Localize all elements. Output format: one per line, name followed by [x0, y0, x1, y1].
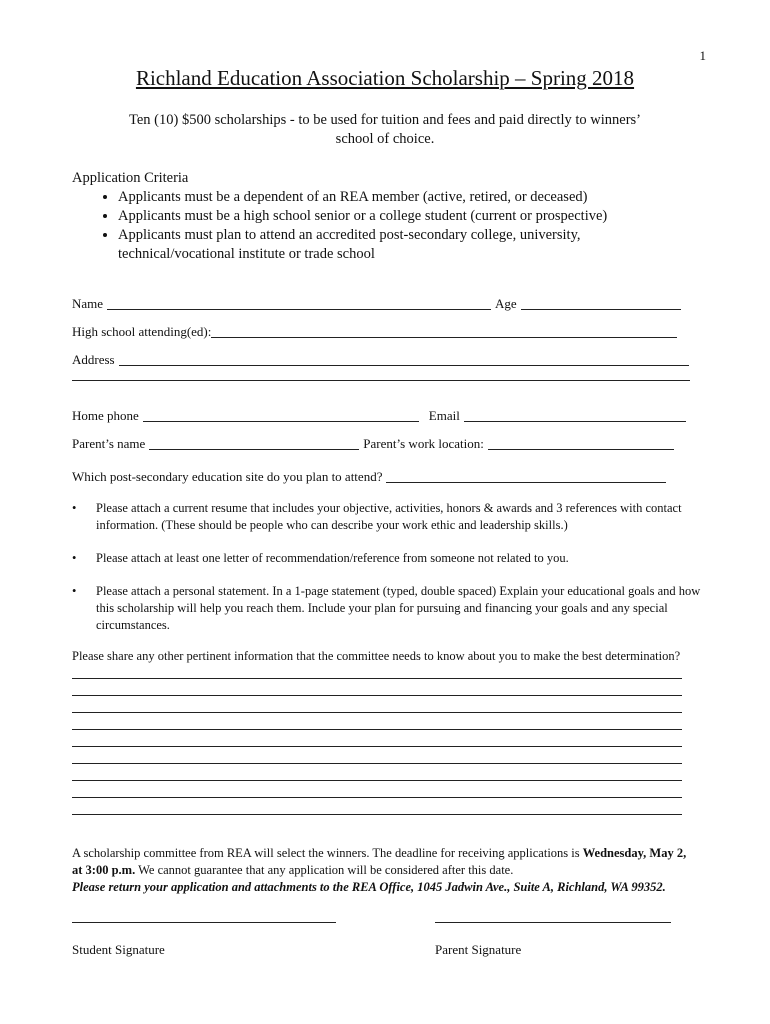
other-info-line[interactable]: [72, 746, 682, 747]
deadline-notice: A scholarship committee from REA will select the winners. The deadline for receiving applications is Wednesday, May 2, at 3:00 p.m. We cannot guarantee that any application will be considered after this date. Please return your application and attachments to the REA Office, 1045 Jadwin Ave., Suite A, Richland, WA 99352.: [72, 845, 692, 896]
address-field[interactable]: [119, 351, 689, 366]
other-info-line[interactable]: [72, 797, 682, 798]
site-row: [72, 467, 670, 485]
phone-email-row: [72, 406, 690, 424]
parent-work-field[interactable]: [488, 435, 674, 450]
name-label: Name: [72, 296, 104, 311]
other-info-line[interactable]: [72, 712, 682, 713]
other-info-line[interactable]: [72, 729, 682, 730]
page-number: 1: [699, 48, 706, 63]
address-row: [72, 350, 693, 368]
home-phone-label: Home phone: [72, 408, 139, 423]
attachment-item-resume: • Please attach a current resume that includes your objective, activities, honors & awards and 3 references with contact information. (These should be people who can describe your work ethic and leadership skills.): [72, 501, 682, 532]
home-phone-field[interactable]: [143, 407, 419, 422]
parent-row: [72, 434, 678, 452]
criteria-item: • Applicants must plan to attend an accredited post-secondary college, university, technical/vocational institute or trade school: [118, 226, 692, 264]
age-label: Age: [495, 296, 517, 311]
application-criteria: [72, 169, 692, 264]
bullet-icon: •: [72, 501, 77, 515]
parent-work-label: Parent’s work location:: [363, 436, 484, 451]
name-age-row: [72, 294, 685, 312]
parent-name-label: Parent’s name: [72, 436, 146, 451]
other-info-line[interactable]: [72, 763, 682, 764]
other-info-prompt: Please share any other pertinent information that the committee needs to know about you to make the best determination?: [72, 649, 681, 663]
other-info-line[interactable]: [72, 678, 682, 679]
other-info-line[interactable]: [72, 695, 682, 696]
parent-signature-line[interactable]: [435, 922, 671, 923]
parent-signature-label: Parent Signature: [435, 942, 522, 957]
high-school-field[interactable]: [211, 323, 677, 338]
high-school-label: High school attending(ed):: [72, 324, 212, 339]
criteria-list: [72, 188, 692, 264]
bullet-icon: •: [72, 551, 77, 565]
criteria-heading: Application Criteria: [72, 170, 189, 186]
bullet-icon: •: [72, 584, 77, 598]
attachment-item-statement: • Please attach a personal statement. In a 1-page statement (typed, double spaced) Explain your educational goals and how this scholarship will help you reach them. Include your plan for pursuing and financing your goals and any special circumstances.: [72, 584, 701, 632]
deadline-date: Wednesday, May 2, at 3:00 p.m.: [72, 846, 687, 877]
name-field[interactable]: [107, 295, 491, 310]
email-field[interactable]: [464, 407, 686, 422]
age-field[interactable]: [521, 295, 681, 310]
attachment-instructions: [72, 500, 702, 634]
site-field[interactable]: [386, 468, 666, 483]
attachment-item-recommendation: • Please attach at least one letter of recommendation/reference from someone not related to you.: [72, 551, 569, 565]
criteria-item: • Applicants must be a dependent of an REA member (active, retired, or deceased): [118, 188, 692, 207]
criteria-item: • Applicants must be a high school senior or a college student (current or prospective): [118, 207, 692, 226]
student-signature-line[interactable]: [72, 922, 336, 923]
parent-name-field[interactable]: [149, 435, 359, 450]
address-field-line-2[interactable]: [72, 380, 690, 381]
other-info-line[interactable]: [72, 780, 682, 781]
student-signature-label: Student Signature: [72, 942, 165, 957]
form-title: Richland Education Association Scholarship – Spring 2018: [135, 66, 635, 90]
return-address-note: Please return your application and attachments to the REA Office, 1045 Jadwin Ave., Suite A, Richland, WA 99352.: [72, 880, 666, 894]
email-label: Email: [428, 408, 460, 423]
address-label: Address: [72, 352, 115, 367]
high-school-row: [72, 322, 681, 340]
form-subtitle: Ten (10) $500 scholarships - to be used for tuition and fees and paid directly to winners’ school of choice.: [129, 112, 641, 147]
site-label: Which post-secondary education site do you plan to attend?: [72, 469, 383, 484]
other-info-line[interactable]: [72, 814, 682, 815]
